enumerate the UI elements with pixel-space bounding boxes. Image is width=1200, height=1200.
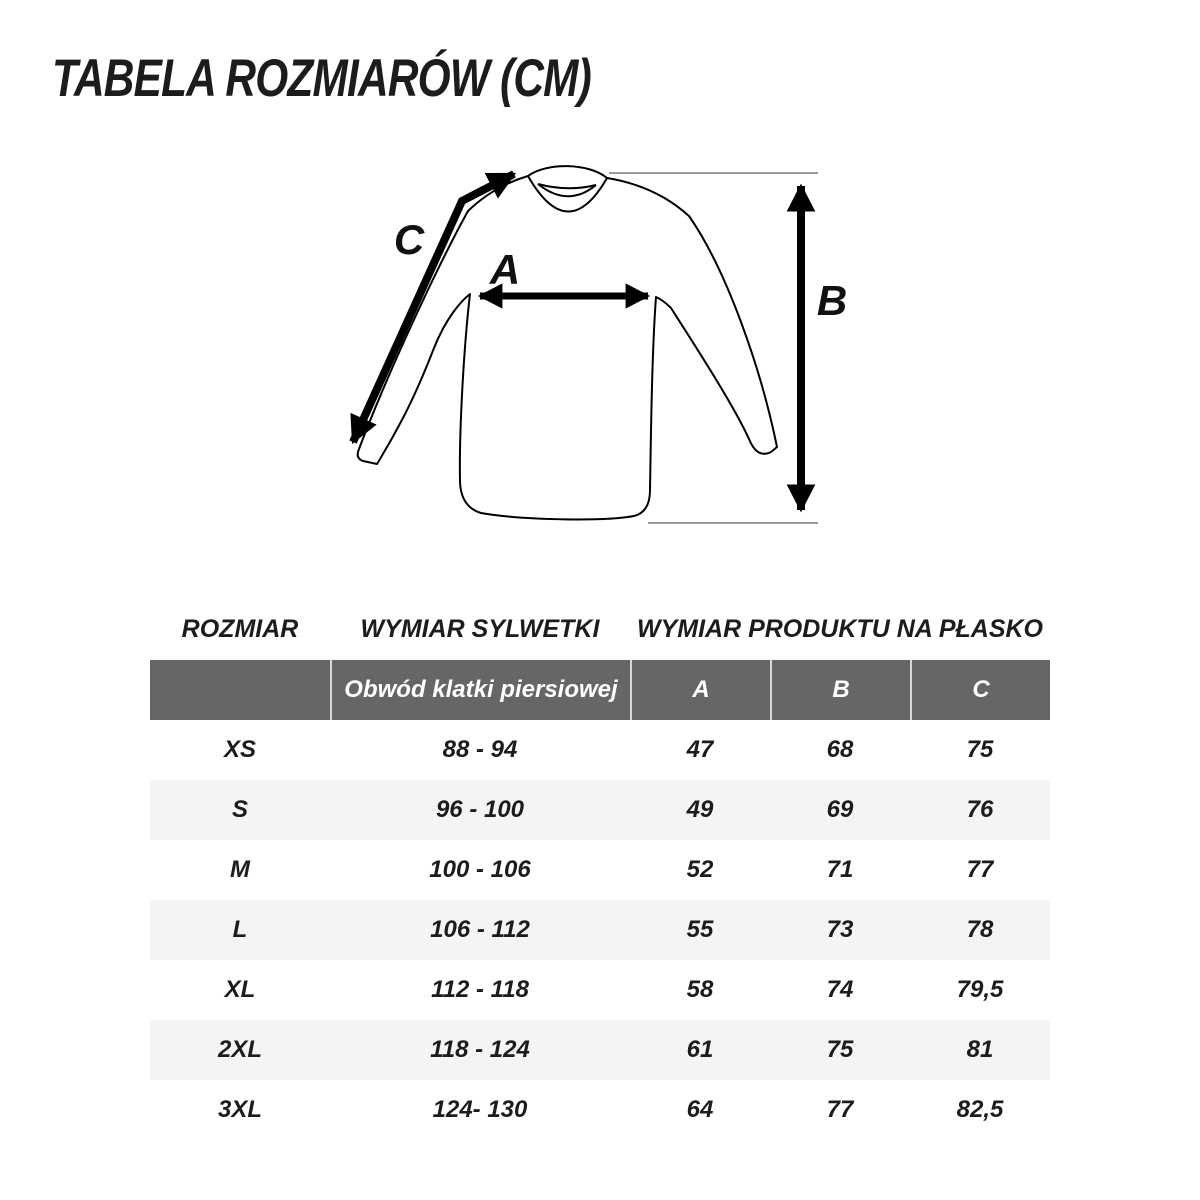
label-a: A (489, 246, 521, 293)
size-row-l (150, 900, 1050, 960)
size-row-m (150, 840, 1050, 900)
size-row-xl (150, 960, 1050, 1020)
group-header-rozmiar: ROZMIAR (181, 614, 299, 643)
a-cell: 52 (686, 856, 714, 883)
size-row-s (150, 780, 1050, 840)
chest-cell: 124- 130 (432, 1096, 528, 1123)
c-cell: 82,5 (956, 1096, 1004, 1123)
size-row-3xl (150, 1080, 1050, 1140)
b-cell: 75 (826, 1036, 854, 1063)
chest-cell: 118 - 124 (430, 1036, 530, 1063)
b-cell: 73 (826, 916, 854, 943)
size-cell: L (232, 916, 248, 943)
size-cell: 3XL (217, 1096, 262, 1123)
table-header-row (150, 660, 1050, 720)
group-header-wymiar-sylwetki: WYMIAR SYLWETKI (360, 614, 600, 643)
header-b-cell: B (770, 660, 910, 720)
chest-cell: 100 - 106 (429, 856, 531, 883)
c-cell: 77 (966, 856, 994, 883)
size-cell: M (230, 856, 250, 883)
size-cell: XL (224, 976, 256, 1003)
table-group-headers (150, 605, 1050, 653)
chest-cell: 96 - 100 (435, 796, 525, 823)
header-chest-cell: Obwód klatki piersiowej (330, 660, 630, 720)
size-row-xs (150, 720, 1050, 780)
b-cell: 77 (826, 1096, 854, 1123)
c-cell: 81 (966, 1036, 994, 1063)
header-c-cell: C (910, 660, 1050, 720)
c-cell: 78 (966, 916, 994, 943)
size-row-2xl (150, 1020, 1050, 1080)
a-cell: 61 (686, 1036, 714, 1063)
a-cell: 58 (686, 976, 714, 1003)
size-cell: XS (223, 736, 256, 763)
b-cell: 68 (826, 736, 854, 763)
b-cell: 74 (826, 976, 854, 1003)
chest-cell: 106 - 112 (430, 916, 530, 943)
size-cell: 2XL (217, 1036, 262, 1063)
size-cell: S (231, 796, 248, 823)
a-cell: 55 (686, 916, 714, 943)
label-b: B (816, 277, 848, 324)
page-title: TABELA ROZMIARÓW (CM) (52, 49, 591, 108)
a-cell: 49 (686, 796, 714, 823)
b-cell: 71 (826, 856, 854, 883)
header-a-cell: A (630, 660, 770, 720)
b-cell: 69 (826, 796, 854, 823)
header-size-cell (150, 660, 330, 720)
c-cell: 79,5 (956, 976, 1004, 1003)
c-cell: 76 (966, 796, 994, 823)
c-cell: 75 (966, 736, 994, 763)
a-cell: 64 (686, 1096, 714, 1123)
chest-cell: 88 - 94 (442, 736, 518, 763)
group-header-wymiar-produktu: WYMIAR PRODUKTU NA PŁASKO (636, 614, 1043, 643)
chest-cell: 112 - 118 (431, 976, 529, 1003)
label-c: C (393, 216, 425, 263)
size-table (150, 605, 1050, 1140)
a-cell: 47 (686, 736, 714, 763)
